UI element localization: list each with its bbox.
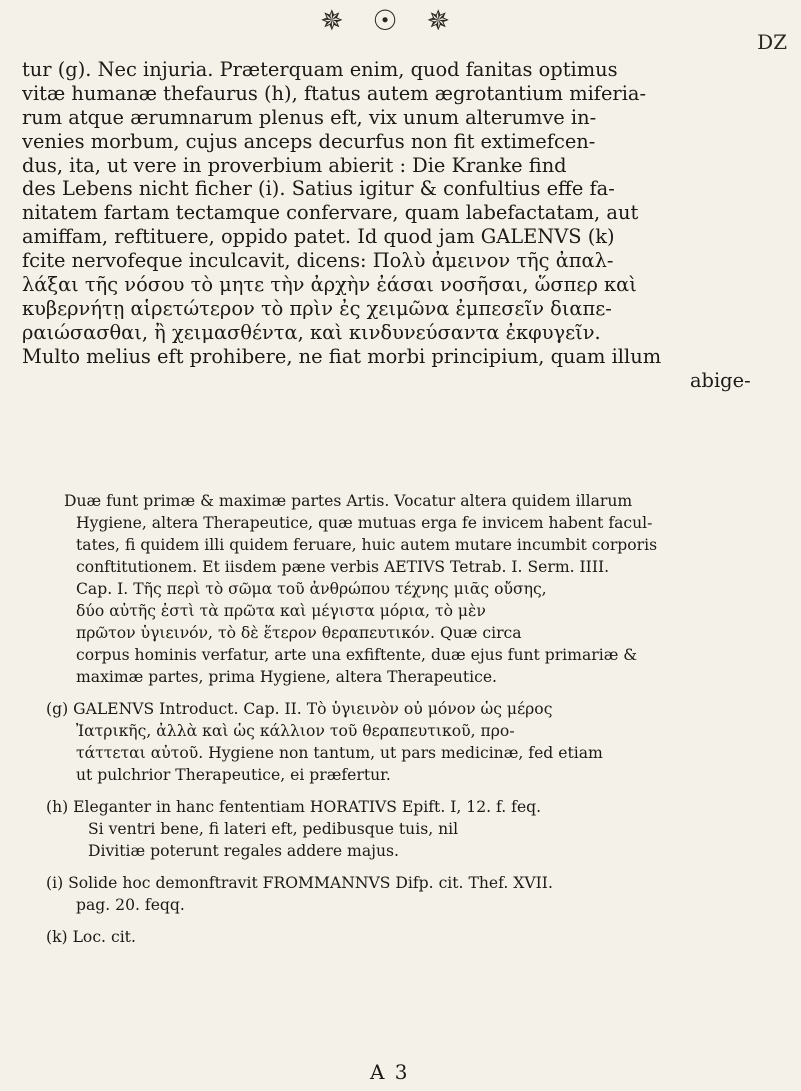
note-line: maximæ partes, prima Hygiene, altera Therapeutice. — [76, 668, 498, 686]
note-line: Duæ funt primæ & maximæ partes Artis. Vocatur altera quidem illarum — [64, 492, 633, 510]
note-line: τάττεται αὐτοῦ. Hygiene non tantum, ut pars medicinæ, fed etiam — [76, 744, 603, 762]
main-line: vitæ humanæ thefaurus (h), ftatus autem ægrotantium miferia- — [22, 81, 647, 105]
note-line: tates, fi quidem illi quidem feruare, huic autem mutare incumbit corporis — [76, 536, 658, 554]
note-f — [46, 490, 790, 688]
catchword: abige- — [690, 368, 751, 392]
main-line: λάξαι τῆς νόσου τὸ μητε τὴν ἀρχὴν ἐάσαι νοσῆσαι, ὥσπερ καὶ — [22, 273, 637, 297]
note-line: (h) Eleganter in hanc fententiam HORATIVS Epift. I, 12. f. feq. — [46, 798, 542, 816]
note-i — [46, 872, 790, 916]
note-line: πρῶτον ὑγιεινόν, τὸ δὲ ἕτερον θεραπευτικόν. Quæ circa — [76, 624, 522, 642]
note-line: corpus hominis verfatur, arte una exfiftente, duæ ejus funt primariæ & — [76, 646, 638, 664]
note-line: (g) GALENVS Introduct. Cap. II. Τὸ ὑγιεινὸν οὐ μόνον ὡς μέρος — [46, 700, 553, 718]
main-line: des Lebens nicht ficher (i). Satius igitur & confultius effe fa- — [22, 177, 615, 201]
quote-line: Si ventri bene, fi lateri eft, pedibusque tuis, nil — [88, 820, 459, 838]
footnotes — [46, 490, 790, 954]
main-line: venies morbum, cujus anceps decurfus non fit extimefcen- — [22, 129, 596, 153]
main-line: dus, ita, ut vere in proverbium abierit : Die Kranke find — [22, 153, 567, 177]
main-line: Multo melius eft prohibere, ne fiat morbi principium, quam illum — [22, 344, 662, 368]
signature-mark: A 3 — [370, 1060, 410, 1084]
main-line: amiffam, reftituere, oppido patet. Id quod jam GALENVS (k) — [22, 225, 615, 249]
note-line: (i) Solide hoc demonftravit FROMMANNVS Difp. cit. Thef. XVII. — [46, 874, 553, 892]
note-line: Ἰατρικῆς, ἀλλὰ καὶ ὡς κάλλιον τοῦ θεραπευτικοῦ, προ- — [76, 722, 515, 740]
note-line: Hygiene, altera Therapeutice, quæ mutuas erga fe invicem habent facul- — [76, 514, 653, 532]
note-line: pag. 20. feqq. — [76, 896, 185, 914]
note-line: δύο αὐτῆς ἐστὶ τὰ πρῶτα καὶ μέγιστα μόρια, τὸ μὲν — [76, 602, 486, 620]
main-line: nitatem fartam tectamque confervare, quam labefactatam, aut — [22, 201, 639, 225]
main-line: tur (g). Nec injuria. Præterquam enim, quod fanitas optimus — [22, 58, 618, 81]
note-h — [46, 796, 790, 862]
note-line: conftitutionem. Et iisdem pæne verbis AETIVS Tetrab. I. Serm. IIII. — [76, 558, 610, 576]
note-line: (k) Loc. cit. — [46, 928, 136, 946]
main-line: ραιώσασθαι, ἢ χειμασθέντα, καὶ κινδυνεύσαντα ἐκφυγεῖν. — [22, 320, 601, 344]
note-line: Cap. I. Τῆς περὶ τὸ σῶμα τοῦ ἀνθρώπου τέχνης μιᾶς οὔσης, — [76, 580, 547, 598]
note-k — [46, 926, 790, 948]
header-ornament: ✵ ☉ ✵ — [320, 4, 460, 37]
note-line: ut pulchrior Therapeutice, ei præfertur. — [76, 766, 391, 784]
main-line: κυβερνήτῃ αἱρετώτερον τὸ πρὶν ἐς χειμῶνα ἐμπεσεῖν διαπε- — [22, 296, 612, 320]
main-line: fcite nervofeque inculcavit, dicens: Πολὺ ἀμεινον τῆς ἀπαλ- — [22, 249, 614, 273]
quote-line: Divitiæ poterunt regales addere majus. — [88, 842, 399, 860]
main-line: rum atque ærumnarum plenus eft, vix unum alterumve in- — [22, 105, 597, 129]
main-text — [22, 58, 792, 392]
corner-mark: Ǳ — [757, 30, 787, 54]
note-g — [46, 698, 790, 786]
